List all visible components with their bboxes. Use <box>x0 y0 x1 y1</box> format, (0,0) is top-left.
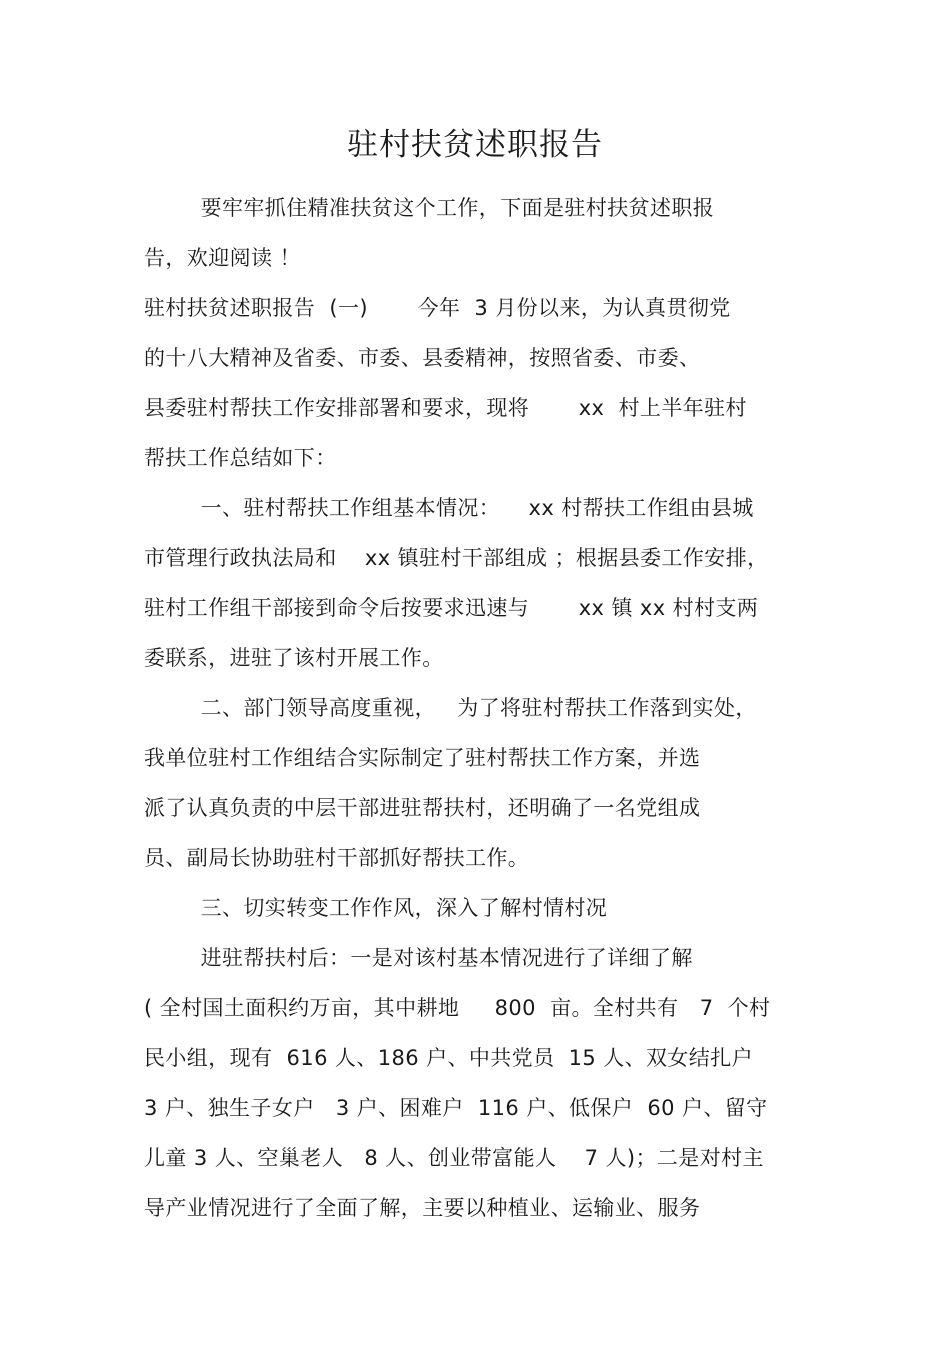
paragraph-line: 要牢牢抓住精准扶贫这个工作，下面是驻村扶贫述职报 <box>144 196 715 220</box>
paragraph-line: 告，欢迎阅读 ！ <box>144 246 301 270</box>
paragraph-line: 派了认真负责的中层干部进驻帮扶村，还明确了一名党组成 <box>144 796 701 820</box>
document-title: 驻村扶贫述职报告 <box>347 127 603 163</box>
paragraph-line: 委联系，进驻了该村开展工作。 <box>144 646 444 670</box>
paragraph-line: 一、驻村帮扶工作组基本情况： xx 村帮扶工作组由县城 <box>144 496 754 520</box>
paragraph-line: 儿童 3 人、空巢老人 8 人、创业带富能人 7 人)；二是对村主 <box>144 1146 764 1170</box>
paragraph-line: 帮扶工作总结如下： <box>144 446 337 470</box>
paragraph-line: ( 全村国土面积约万亩，其中耕地 800 亩。全村共有 7 个村 <box>144 996 771 1020</box>
paragraph-line: 驻村工作组干部接到命令后按要求迅速与 xx 镇 xx 村村支两 <box>144 596 759 620</box>
paragraph-line: 县委驻村帮扶工作安排部署和要求，现将 xx 村上半年驻村 <box>144 396 747 420</box>
paragraph-line: 导产业情况进行了全面了解，主要以种植业、运输业、服务 <box>144 1196 701 1220</box>
paragraph-line: 民小组，现有 616 人、186 户、中共党员 15 人、双女结扎户 <box>144 1046 754 1070</box>
paragraph-line: 进驻帮扶村后：一是对该村基本情况进行了详细了解 <box>144 946 693 970</box>
paragraph-line: 驻村扶贫述职报告 (一) 今年 3 月份以来，为认真贯彻党 <box>144 296 731 320</box>
paragraph-line: 3 户、独生子女户 3 户、困难户 116 户、低保户 60 户、留守 <box>144 1096 768 1120</box>
paragraph-line: 二、部门领导高度重视， 为了将驻村帮扶工作落到实处， <box>144 696 757 720</box>
paragraph-line: 市管理行政执法局和 xx 镇驻村干部组成 ；根据县委工作安排， <box>144 546 769 570</box>
paragraph-line: 的十八大精神及省委、市委、县委精神，按照省委、市委、 <box>144 346 701 370</box>
paragraph-line: 三、切实转变工作作风，深入了解村情村况 <box>144 896 608 920</box>
paragraph-line: 我单位驻村工作组结合实际制定了驻村帮扶工作方案，并选 <box>144 746 701 770</box>
paragraph-line: 员、副局长协助驻村干部抓好帮扶工作。 <box>144 846 530 870</box>
